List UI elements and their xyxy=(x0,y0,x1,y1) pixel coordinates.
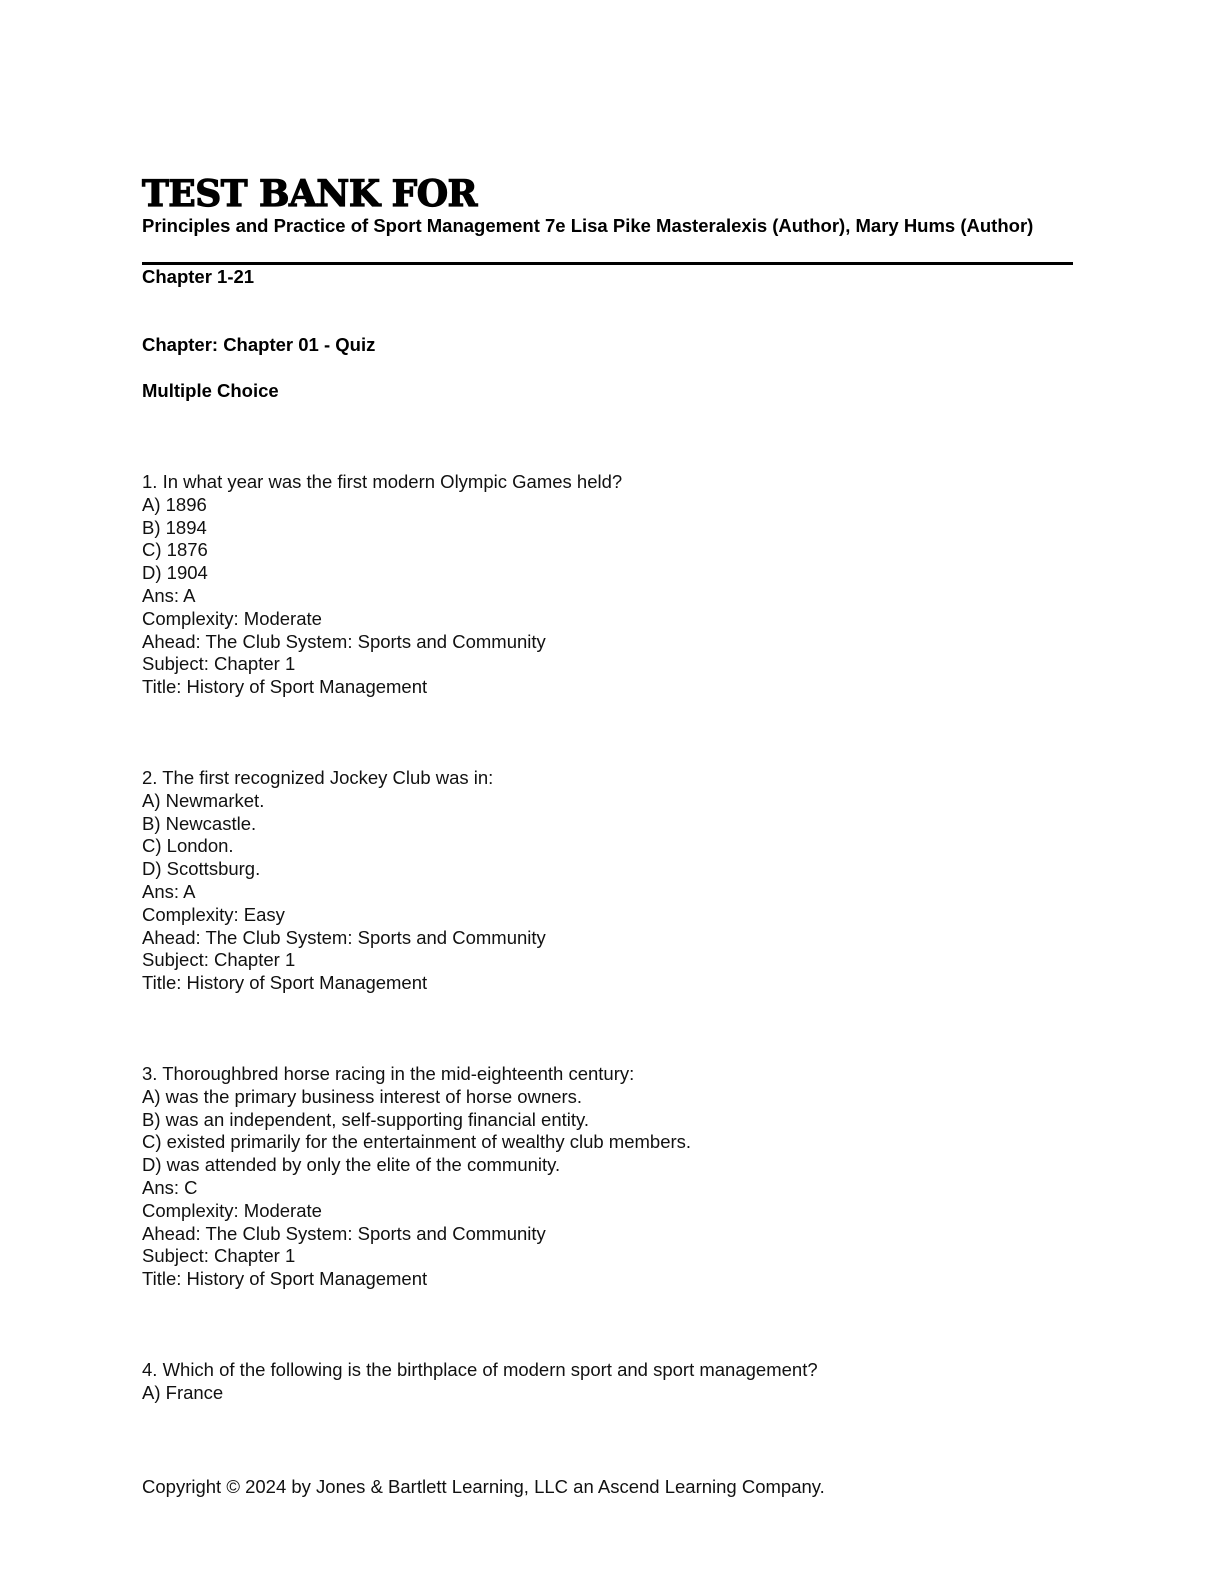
answer-option: B) Newcastle. xyxy=(142,812,257,834)
answer-option: C) London. xyxy=(142,835,234,857)
header-divider xyxy=(142,262,1073,265)
answer-key: Ans: C xyxy=(142,1176,198,1198)
answer-option: A) France xyxy=(142,1381,224,1403)
answer-option: D) Scottsburg. xyxy=(142,858,261,880)
answer-option: C) existed primarily for the entertainment of wealthy club members. xyxy=(142,1131,692,1153)
ahead: Ahead: The Club System: Sports and Community xyxy=(142,1222,546,1244)
chapter-heading: Chapter: Chapter 01 - Quiz xyxy=(142,334,376,355)
subject: Subject: Chapter 1 xyxy=(142,949,296,971)
topic-title: Title: History of Sport Management xyxy=(142,1268,428,1290)
chapter-range: Chapter 1-21 xyxy=(142,266,255,287)
topic-title: Title: History of Sport Management xyxy=(142,676,428,698)
answer-option: D) was attended by only the elite of the community. xyxy=(142,1154,561,1176)
ahead: Ahead: The Club System: Sports and Community xyxy=(142,630,546,652)
answer-option: B) 1894 xyxy=(142,516,207,538)
question-1 xyxy=(142,471,1142,699)
question-4 xyxy=(142,1359,1142,1405)
complexity: Complexity: Moderate xyxy=(142,607,322,629)
answer-option: C) 1876 xyxy=(142,539,208,561)
section-heading: Multiple Choice xyxy=(142,380,279,401)
topic-title: Title: History of Sport Management xyxy=(142,972,428,994)
subject: Subject: Chapter 1 xyxy=(142,653,296,675)
complexity: Complexity: Easy xyxy=(142,903,285,925)
question-stem: 3. Thoroughbred horse racing in the mid-eighteenth century: xyxy=(142,1063,635,1084)
document-title: TEST BANK FOR xyxy=(142,173,477,215)
answer-option: A) was the primary business interest of horse owners. xyxy=(142,1085,583,1107)
answer-option: B) was an independent, self-supporting financial entity. xyxy=(142,1108,590,1130)
answer-option: A) 1896 xyxy=(142,493,207,515)
subject: Subject: Chapter 1 xyxy=(142,1245,296,1267)
question-2 xyxy=(142,767,1142,995)
answer-key: Ans: A xyxy=(142,880,196,902)
ahead: Ahead: The Club System: Sports and Community xyxy=(142,926,546,948)
copyright-footer: Copyright © 2024 by Jones & Bartlett Learning, LLC an Ascend Learning Company. xyxy=(142,1476,825,1497)
answer-option: A) Newmarket. xyxy=(142,789,265,811)
answer-key: Ans: A xyxy=(142,584,196,606)
book-info: Principles and Practice of Sport Management 7e Lisa Pike Masteralexis (Author), Mary Hums (Author) xyxy=(142,215,1034,236)
answer-option: D) 1904 xyxy=(142,562,208,584)
question-3 xyxy=(142,1063,1142,1291)
question-stem: 1. In what year was the first modern Olympic Games held? xyxy=(142,471,623,492)
complexity: Complexity: Moderate xyxy=(142,1199,322,1221)
question-stem: 2. The first recognized Jockey Club was in: xyxy=(142,767,494,788)
question-stem: 4. Which of the following is the birthplace of modern sport and sport management? xyxy=(142,1359,818,1380)
